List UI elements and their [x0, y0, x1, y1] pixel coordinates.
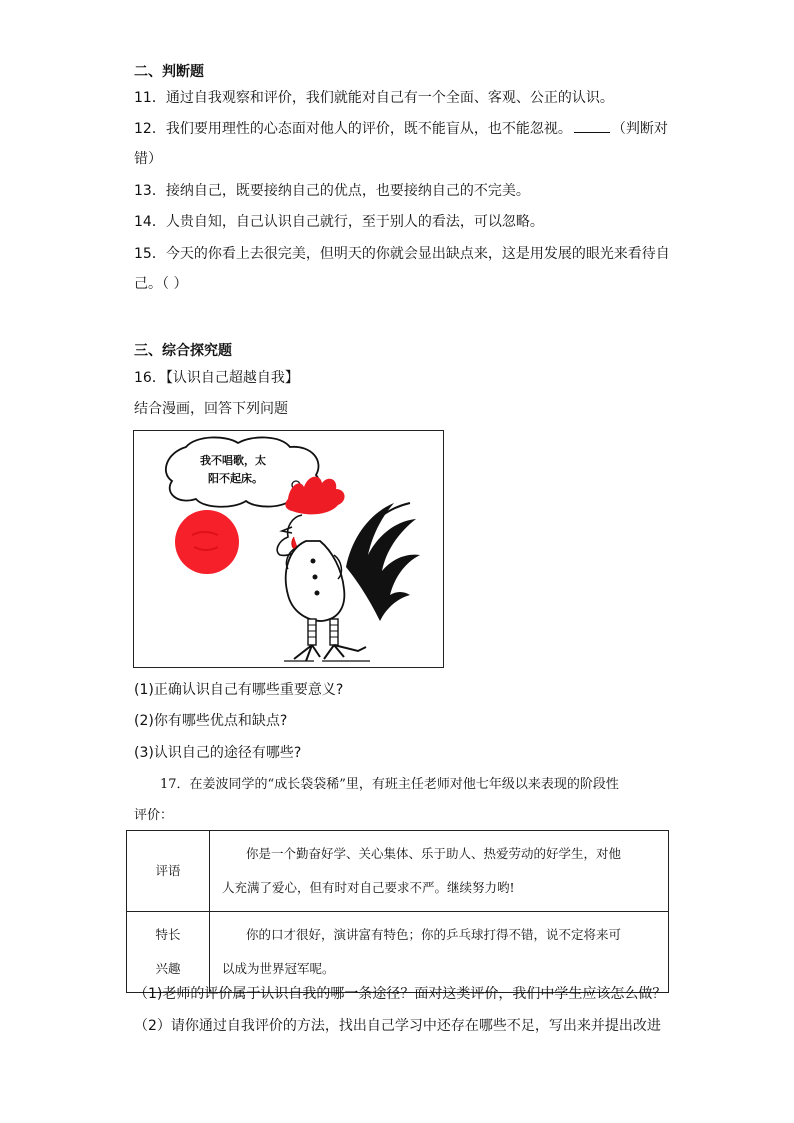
comment-line-2: 人充满了爱心，但有时对自己要求不严。继续努力哟!: [222, 880, 515, 895]
row-header-line-1: 特长: [155, 927, 181, 942]
question-12-continued: 错）: [134, 151, 162, 167]
comment-line-1: 你是一个勤奋好学、关心集体、乐于助人、热爱劳动的好学生，对他: [246, 846, 622, 861]
question-17-1: （1)老师的评价属于认识自我的哪一条途径？面对这类评价，我们中学生应该怎么做？: [134, 986, 667, 1002]
evaluation-table: [126, 830, 669, 993]
rooster-leg-right: [330, 619, 338, 645]
table-cell: [210, 912, 669, 993]
row-header-interests: [127, 912, 210, 993]
question-12-text: 12．我们要用理性的心态面对他人的评价，既不能盲从，也不能忽视。: [134, 121, 572, 137]
table-row: [127, 912, 669, 993]
table-cell: [210, 831, 669, 912]
question-16-3: (3)认识自己的途径有哪些?: [134, 745, 302, 761]
answer-blank[interactable]: [574, 118, 610, 133]
interests-line-1: 你的口才很好，演讲富有特色；你的乒乓球打得不错，说不定将来可: [246, 927, 622, 942]
section-3-heading: 三、综合探究题: [134, 343, 232, 359]
question-17: 17．在姜波同学的“成长袋袋稀”里，有班主任老师对他七年级以来表现的阶段性: [160, 777, 619, 792]
row-header-line-2: 兴趣: [155, 961, 181, 976]
question-15: 15．今天的你看上去很完美，但明天的你就会显出缺点来，这是用发展的眼光来看待自: [134, 246, 670, 262]
question-17-continued: 评价：: [134, 808, 174, 823]
question-13: 13．接纳自己，既要接纳自己的优点，也要接纳自己的不完美。: [134, 183, 530, 199]
rooster-feet: [294, 645, 366, 661]
table-row: [127, 831, 669, 912]
speech-line-1: 我不唱歌，太: [200, 454, 266, 467]
sun: [175, 510, 239, 574]
question-16-1: (1)正确认识自己有哪些重要意义?: [134, 682, 344, 698]
rooster-body: [286, 541, 345, 621]
question-11: 11．通过自我观察和评价，我们就能对自己有一个全面、客观、公正的认识。: [134, 90, 614, 106]
interests-line-2: 以成为世界冠军呢。: [222, 961, 335, 976]
rooster-cartoon: [133, 430, 444, 668]
question-15-continued: 己。（ ）: [134, 276, 188, 292]
rooster-leg-left: [308, 619, 316, 645]
question-16-title: 16．【认识自己超越自我】: [134, 370, 299, 386]
question-16-intro: 结合漫画，回答下列问题: [134, 401, 288, 417]
rooster-tail: [346, 503, 420, 621]
question-16-2: (2)你有哪些优点和缺点?: [134, 713, 288, 729]
question-14: 14．人贵自知，自己认识自己就行，至于别人的看法，可以忽略。: [134, 214, 544, 230]
question-17-2: （2）请你通过自我评价的方法，找出自己学习中还存在哪些不足，写出来并提出改进: [134, 1018, 661, 1034]
question-12: [134, 118, 668, 139]
section-2-heading: 二、判断题: [134, 64, 204, 80]
cartoon-drawing: [134, 431, 444, 668]
speech-line-2: 阳不起床。: [208, 472, 263, 485]
question-12-suffix: （判断对: [611, 121, 668, 137]
row-header-comment: 评语: [127, 831, 210, 912]
